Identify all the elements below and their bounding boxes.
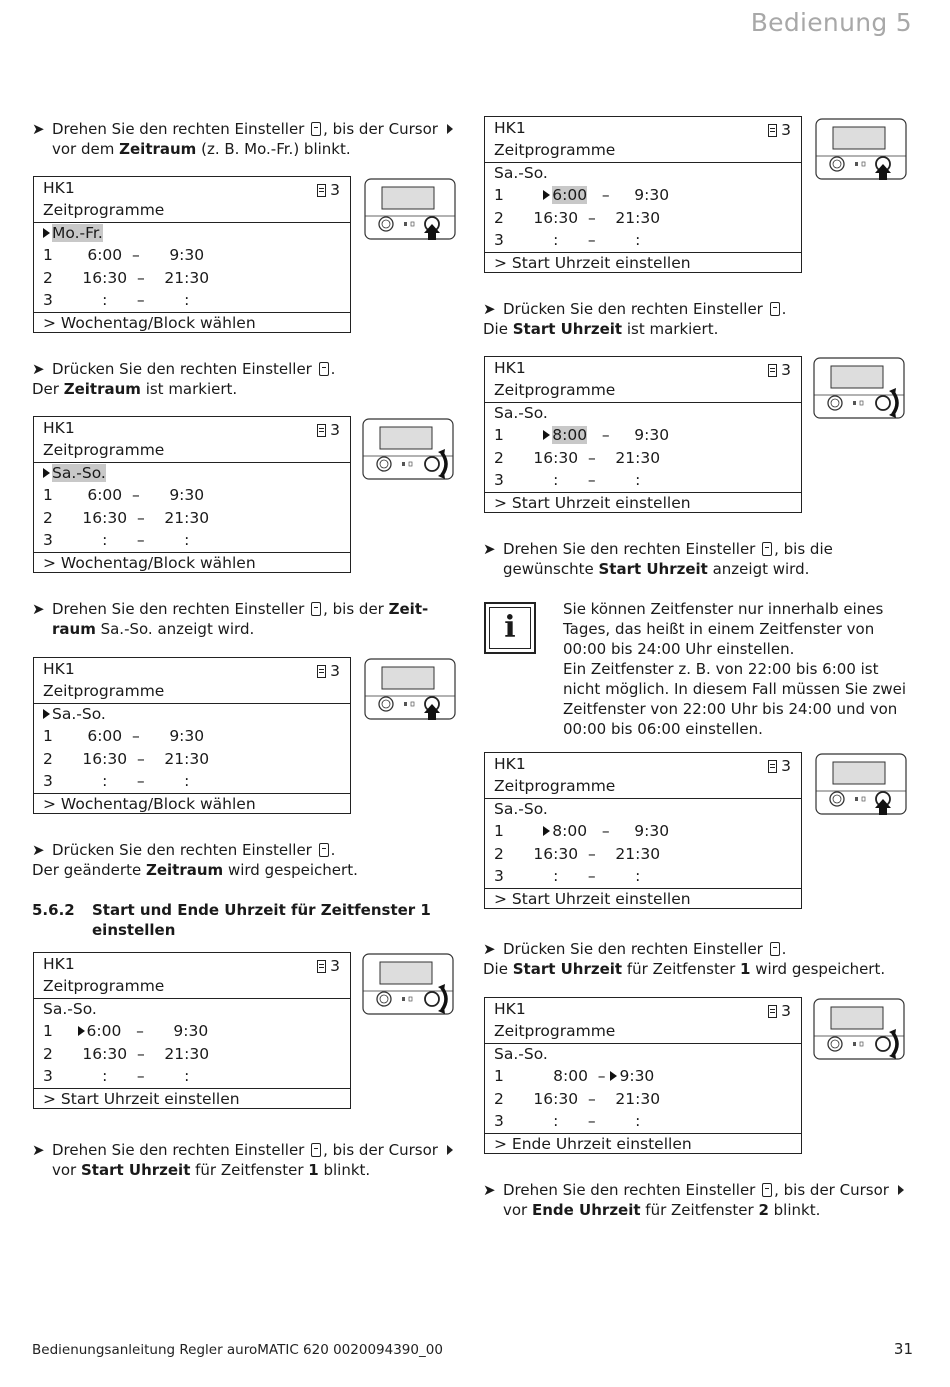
display-screen: HK1 3 Zeitprogramme Sa.-So. 1 8:00 – 9:30 2 16:30 – 21:30 3 : – : > Ende Uhrzeit einstellen <box>484 997 802 1154</box>
controller-rotate-icon <box>362 953 454 1015</box>
instruction-result: Der Zeitraum ist markiert. <box>32 380 238 398</box>
instruction-step: ➤ Drehen Sie den rechten Einsteller , bis die gewünschte Start Uhrzeit anzeigt wird. <box>483 540 833 578</box>
section-number: 5.6.2 <box>32 901 75 919</box>
step-arrow-icon: ➤ <box>32 1141 45 1159</box>
display-screen: HK1 3 Zeitprogramme Sa.-So. 1 8:00 – 9:30 2 16:30 – 21:30 3 : – : > Start Uhrzeit einstellen <box>484 356 802 513</box>
menu-icon: 3 <box>317 662 340 680</box>
menu-icon: 3 <box>317 957 340 975</box>
page-number: 31 <box>893 1340 913 1358</box>
knob-icon <box>311 602 321 616</box>
controller-press-icon <box>364 178 456 240</box>
menu-icon: 3 <box>768 757 791 775</box>
display-screen: HK1 3 Zeitprogramme Sa.-So. 1 6:00 – 9:30 2 16:30 – 21:30 3 : – : > Wochentag/Block wählen <box>33 416 351 573</box>
cursor-marker-icon <box>43 709 50 719</box>
knob-icon <box>762 542 772 556</box>
display-screen: HK1 3 Zeitprogramme Sa.-So. 1 6:00 – 9:30 2 16:30 – 21:30 3 : – : > Wochentag/Block wählen <box>33 657 351 814</box>
cursor-icon <box>898 1185 904 1195</box>
step-arrow-icon: ➤ <box>32 360 45 378</box>
menu-icon: 3 <box>768 121 791 139</box>
cursor-marker-icon <box>43 228 50 238</box>
info-icon: i <box>484 602 536 654</box>
cursor-marker-icon <box>543 430 550 440</box>
controller-rotate-icon <box>813 998 905 1060</box>
controller-press-icon <box>364 658 456 720</box>
menu-icon: 3 <box>768 361 791 379</box>
menu-icon: 3 <box>317 181 340 199</box>
info-note: Sie können Zeitfenster nur innerhalb eines Tages, das heißt in einem Zeitfenster von 00:00 bis 24:00 Uhr einstellen. Ein Zeitfenster z. B. von 22:00 bis 6:00 ist nicht möglich. In diesem Fall müssen Sie zwei Zeitfenster von 22:00 Uhr bis 24:00 und von 00:00 bis 06:00 einstellen. <box>563 600 907 738</box>
knob-icon <box>770 302 780 316</box>
step-arrow-icon: ➤ <box>483 1181 496 1199</box>
cursor-marker-icon <box>543 826 550 836</box>
step-arrow-icon: ➤ <box>483 540 496 558</box>
controller-rotate-icon <box>813 357 905 419</box>
section-heading: Start und Ende Uhrzeit für Zeitfenster 1 einstellen <box>92 901 431 939</box>
footer-text: Bedienungsanleitung Regler auroMATIC 620 0020094390_00 <box>32 1342 443 1358</box>
step-arrow-icon: ➤ <box>32 120 45 138</box>
controller-press-icon <box>815 118 907 180</box>
instruction-step: ➤ Drehen Sie den rechten Einsteller , bis der Cursor vor Ende Uhrzeit für Zeitfenster 2 blinkt. <box>483 1180 943 1220</box>
instruction-result: Der geänderte Zeitraum wird gespeichert. <box>32 861 358 879</box>
knob-icon <box>311 1143 321 1157</box>
step-arrow-icon: ➤ <box>483 940 496 958</box>
menu-icon: 3 <box>768 1002 791 1020</box>
instruction-step: ➤ Drücken Sie den rechten Einsteller . <box>483 940 787 958</box>
instruction-step: ➤ Drücken Sie den rechten Einsteller . <box>32 360 336 378</box>
knob-icon <box>319 362 329 376</box>
display-screen: HK1 3 Zeitprogramme Sa.-So. 1 8:00 – 9:30 2 16:30 – 21:30 3 : – : > Start Uhrzeit einstellen <box>484 752 802 909</box>
knob-icon <box>762 1183 772 1197</box>
display-screen: HK1 3 Zeitprogramme Sa.-So. 1 6:00 – 9:30 2 16:30 – 21:30 3 : – : > Start Uhrzeit einstellen <box>484 116 802 273</box>
instruction-result: Die Start Uhrzeit ist markiert. <box>483 320 719 338</box>
menu-icon: 3 <box>317 421 340 439</box>
step-arrow-icon: ➤ <box>483 300 496 318</box>
cursor-marker-icon <box>43 468 50 478</box>
cursor-marker-icon <box>78 1026 85 1036</box>
display-screen: HK1 3 Zeitprogramme Sa.-So. 1 6:00 – 9:30 2 16:30 – 21:30 3 : – : > Start Uhrzeit einstellen <box>33 952 351 1109</box>
instruction-step: ➤ Drücken Sie den rechten Einsteller . <box>483 300 787 318</box>
chapter-header: Bedienung 5 <box>750 8 912 37</box>
cursor-icon <box>447 124 453 134</box>
instruction-step: ➤ Drücken Sie den rechten Einsteller . <box>32 841 336 859</box>
controller-rotate-icon <box>362 418 454 480</box>
knob-icon <box>319 843 329 857</box>
instruction-step: ➤ Drehen Sie den rechten Einsteller , bis der Cursor vor Start Uhrzeit für Zeitfenster 1 blinkt. <box>32 1140 482 1180</box>
controller-press-icon <box>815 753 907 815</box>
cursor-marker-icon <box>610 1071 617 1081</box>
instruction-step: ➤ Drehen Sie den rechten Einsteller , bis der Zeit- raum Sa.-So. anzeigt wird. <box>32 600 429 638</box>
display-screen: HK1 3 Zeitprogramme Mo.-Fr. 1 6:00 – 9:30 2 16:30 – 21:30 3 : – : > Wochentag/Block wählen <box>33 176 351 333</box>
cursor-icon <box>447 1145 453 1155</box>
step-arrow-icon: ➤ <box>32 600 45 618</box>
instruction-result: Die Start Uhrzeit für Zeitfenster 1 wird gespeichert. <box>483 960 886 978</box>
cursor-marker-icon <box>543 190 550 200</box>
knob-icon <box>311 122 321 136</box>
instruction-step: ➤ Drehen Sie den rechten Einsteller , bis der Cursor vor dem Zeitraum (z. B. Mo.-Fr.) blinkt. <box>32 119 482 159</box>
knob-icon <box>770 942 780 956</box>
step-arrow-icon: ➤ <box>32 841 45 859</box>
